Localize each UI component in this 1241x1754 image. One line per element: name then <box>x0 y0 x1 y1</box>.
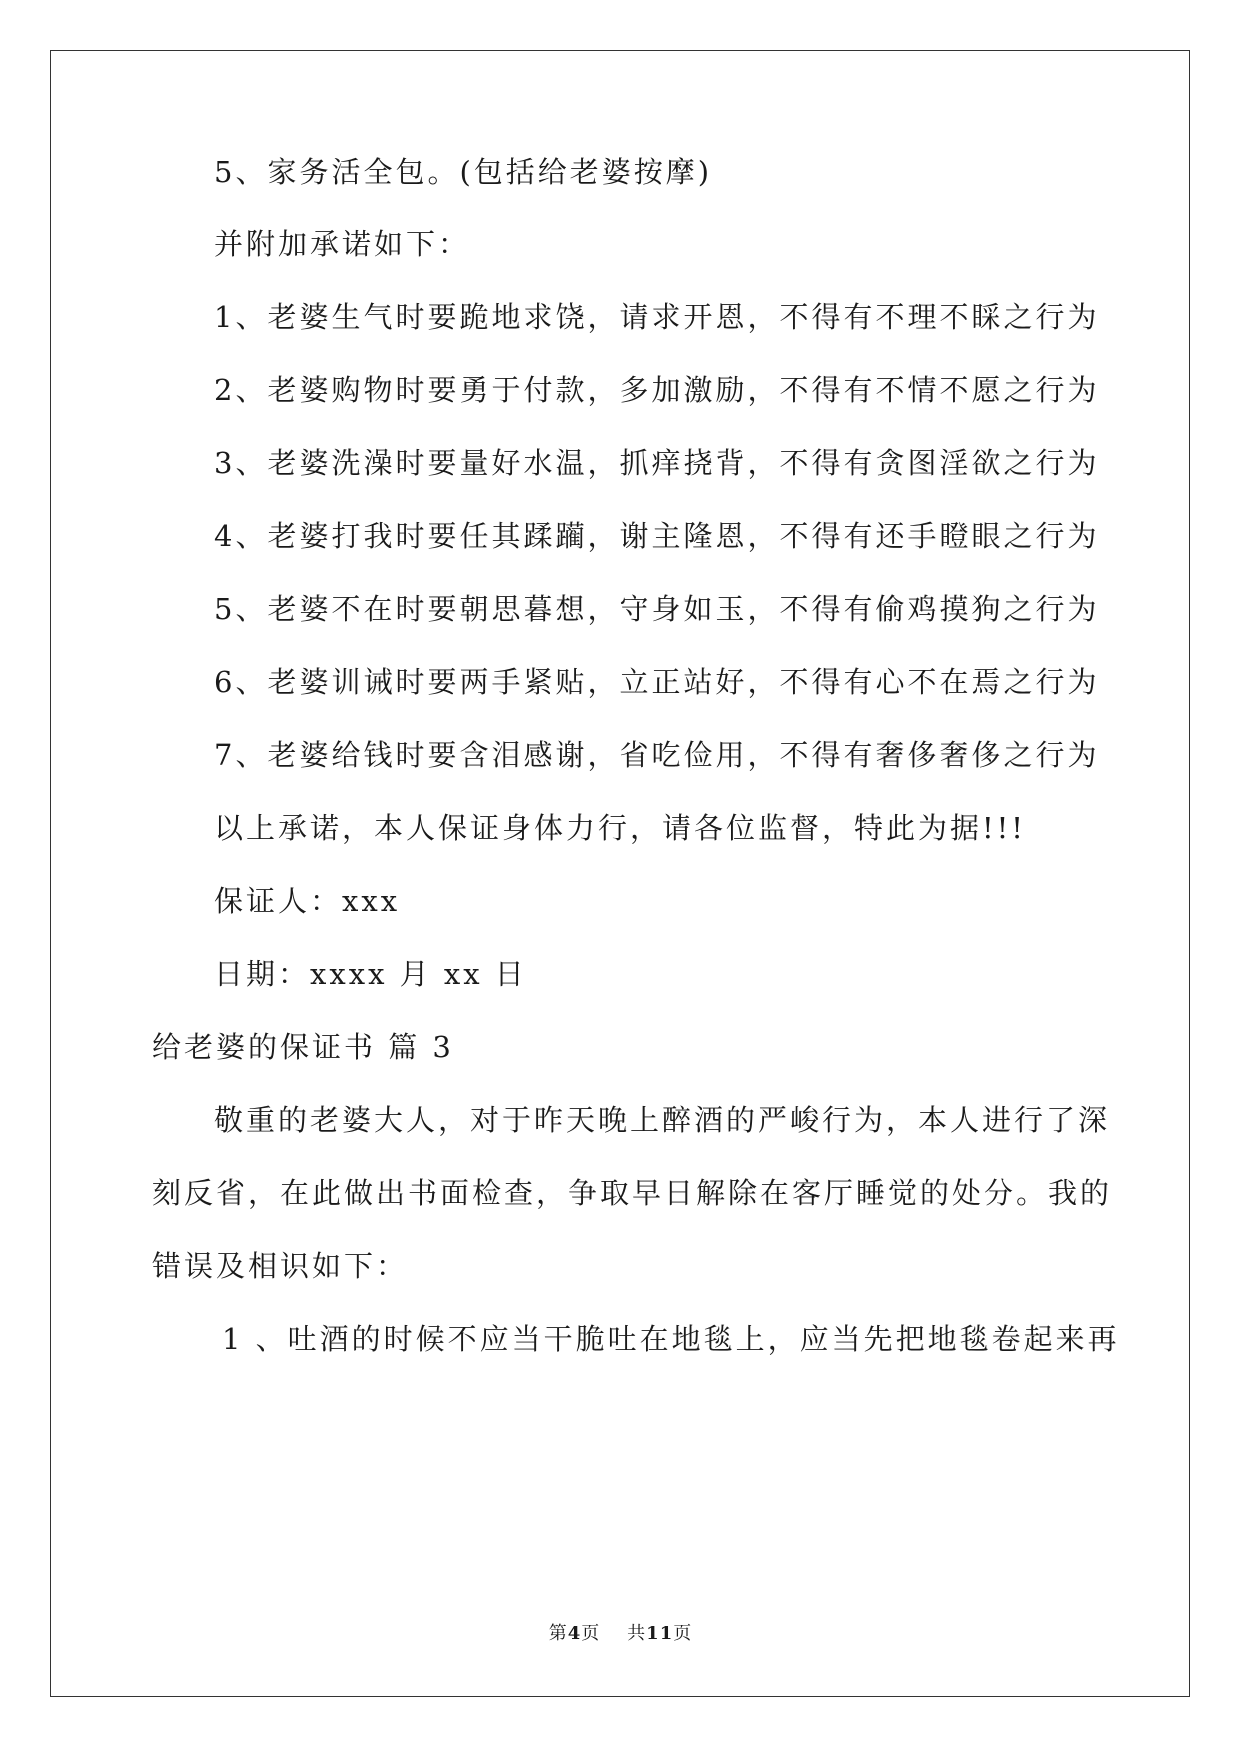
paragraph-line-2: 刻反省，在此做出书面检查，争取早日解除在客厅睡觉的处分。我的 <box>152 1176 1113 1210</box>
promise-item-7: 7、老婆给钱时要含泪感谢，省吃俭用，不得有奢侈奢侈之行为 <box>214 738 1100 772</box>
text-line-promises-intro: 并附加承诺如下： <box>214 227 471 261</box>
text-line-chores: 5、家务活全包。(包括给老婆按摩) <box>214 155 713 189</box>
promise-item-5: 5、老婆不在时要朝思暮想，守身如玉，不得有偷鸡摸狗之行为 <box>214 592 1100 626</box>
footer-total-suffix: 页 <box>673 1623 693 1644</box>
promise-item-1: 1、老婆生气时要跪地求饶，请求开恩，不得有不理不睬之行为 <box>214 300 1100 334</box>
date-line: 日期：xxxx 月 xx 日 <box>214 957 527 991</box>
promise-item-4: 4、老婆打我时要任其蹂躏，谢主隆恩，不得有还手瞪眼之行为 <box>214 519 1100 553</box>
promise-item-2: 2、老婆购物时要勇于付款，多加激励，不得有不情不愿之行为 <box>214 373 1100 407</box>
footer-total-prefix: 共 <box>627 1623 647 1644</box>
section-heading: 给老婆的保证书 篇 3 <box>152 1030 454 1064</box>
promise-item-6: 6、老婆训诫时要两手紧贴，立正站好，不得有心不在焉之行为 <box>214 665 1100 699</box>
guarantor-line: 保证人：xxx <box>214 884 401 918</box>
paragraph-line-1: 敬重的老婆大人，对于昨天晚上醉酒的严峻行为，本人进行了深 <box>214 1103 1111 1137</box>
footer-prefix: 第 <box>548 1623 568 1644</box>
footer-page-suffix: 页 <box>581 1623 601 1644</box>
text-line-conclusion: 以上承诺，本人保证身体力行，请各位监督，特此为据!!! <box>214 811 1026 845</box>
footer-total-pages: 11 <box>646 1623 674 1644</box>
footer-page-number: 4 <box>567 1623 582 1644</box>
page-footer <box>0 1622 1241 1646</box>
paragraph-line-3: 错误及相识如下： <box>152 1249 409 1283</box>
error-item-1: 1 、吐酒的时候不应当干脆吐在地毯上，应当先把地毯卷起来再 <box>222 1322 1120 1356</box>
promise-item-3: 3、老婆洗澡时要量好水温，抓痒挠背，不得有贪图淫欲之行为 <box>214 446 1100 480</box>
